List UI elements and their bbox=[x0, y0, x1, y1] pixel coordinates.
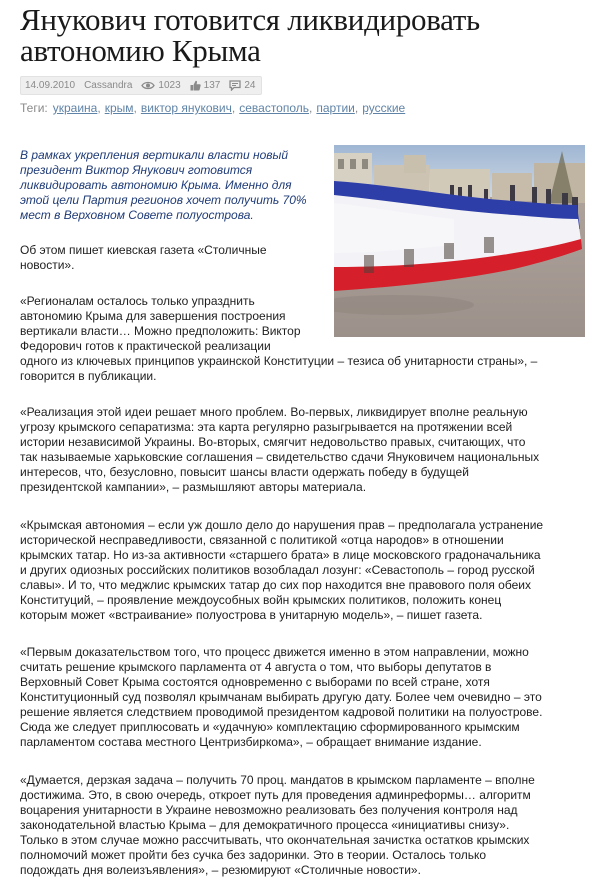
paragraph-line: истории независимой Украины. Во-вторых, смягчит недовольство правых, считающих, что bbox=[20, 435, 526, 449]
paragraph-line: которым может «встраивание» полуострова в унитарную модель», – пишет газета. bbox=[20, 608, 483, 622]
paragraph-line: говорится в публикации. bbox=[20, 369, 157, 383]
lead-line: ликвидировать автономию Крыма. Именно для bbox=[20, 178, 292, 192]
article-paragraph bbox=[20, 645, 542, 750]
paragraph-line: Федорович готов к практической реализации bbox=[20, 339, 271, 353]
paragraph-line: новости». bbox=[20, 258, 75, 272]
paragraph-line: Верховный Совет Крыма состоятся одновременно с выборами по всей стране, хотя bbox=[20, 675, 490, 689]
views-count: 1023 bbox=[158, 80, 181, 91]
tag-link[interactable]: крым bbox=[104, 101, 134, 115]
tag-link[interactable]: русские bbox=[362, 101, 406, 115]
article-lead bbox=[20, 148, 307, 223]
paragraph-line: так называемые харьковские соглашения – свидетельство сдачи Януковичем национальных bbox=[20, 450, 540, 464]
paragraph-line: Об этом пишет киевская газета «Столичные bbox=[20, 243, 267, 257]
likes-counter[interactable] bbox=[190, 80, 221, 91]
paragraph-line: интересов, что, безусловно, повысит шансы власти одержать победу в будущей bbox=[20, 465, 469, 479]
eye-icon bbox=[141, 81, 155, 90]
paragraph-line: угрозу крымского сепаратизма: эта карта регулярно разыгрывается на протяжении всей bbox=[20, 420, 513, 434]
lead-line: В рамках укрепления вертикали власти новый bbox=[20, 148, 289, 162]
paragraph-line: Только в этом случае можно рассчитывать, что окончательная зачистка остатков крымских bbox=[20, 833, 530, 847]
tags-label: Теги: bbox=[20, 101, 48, 115]
publish-date: 14.09.2010 bbox=[25, 80, 76, 91]
paragraph-line: Конституций, – проявление междоусобных войн крымских политиков, положить конец bbox=[20, 593, 502, 607]
tag-link[interactable]: украина bbox=[52, 101, 98, 115]
paragraph-line: воцарения унитарности в Украине невозможно реализовать без получения контроля над bbox=[20, 803, 518, 817]
lead-line: мест в Верховном Совете полуострова. bbox=[20, 208, 254, 222]
thumbs-up-icon bbox=[190, 80, 201, 91]
views-counter bbox=[141, 80, 180, 91]
paragraph-line: Сюда же следует приплюсовать и «удачную» комплектацию сформированного крымским bbox=[20, 720, 520, 734]
article-paragraph bbox=[20, 294, 537, 384]
lead-line: президент Виктор Янукович готовится bbox=[20, 163, 253, 177]
article-title-line-2: автономию Крыма bbox=[20, 33, 261, 68]
paragraph-line: одного из ключевых принципов украинской Конституции – тезиса об унитарности страны», – bbox=[20, 354, 538, 368]
tags-line: Теги: украина, крым, виктор янукович, севастополь, партии, русские bbox=[20, 101, 406, 115]
tag-link[interactable]: партии bbox=[316, 101, 355, 115]
paragraph-line: достижима. Это, в свою очередь, откроет путь для проведения админреформы… алгоритм bbox=[20, 788, 531, 802]
paragraph-line: и других одиозных российских политиков возобладал лозунг: «Севастополь – город русской bbox=[20, 563, 535, 577]
paragraph-line: «Первым доказательством того, что процесс движется именно в этом направлении, можно bbox=[20, 645, 529, 659]
likes-count: 137 bbox=[203, 80, 221, 91]
paragraph-line: «Крымская автономия – если уж дошло дело до нарушения прав – предполагала устранение bbox=[20, 518, 544, 532]
paragraph-line: славы». И то, что меджлис крымских татар до сих пор находится вне правового поля обеих bbox=[20, 578, 531, 592]
paragraph-line: вертикали власти… Можно предположить: Виктор bbox=[20, 324, 301, 338]
comments-counter[interactable] bbox=[229, 80, 255, 91]
article-paragraph bbox=[20, 243, 267, 273]
article-meta-bar bbox=[20, 76, 262, 95]
paragraph-line: полномочий может пройти без сучка без задоринки. Это в теории. Осталось только bbox=[20, 848, 487, 862]
paragraph-line: крымских татар. Но из-за активности «старшего брата» в лице московского градоначальника bbox=[20, 548, 541, 562]
tag-link[interactable]: севастополь bbox=[239, 101, 310, 115]
paragraph-line: считать решение крымского парламента от 4 августа о том, что выборы депутатов в bbox=[20, 660, 492, 674]
tag-link[interactable]: виктор янукович bbox=[140, 101, 232, 115]
article-title-line-1: Янукович готовится ликвидировать bbox=[20, 2, 480, 37]
paragraph-line: «Думается, дерзкая задача – получить 70 проц. мандатов в крымском парламенте – вполне bbox=[20, 773, 535, 787]
paragraph-line: законодательной властью Крыма – для демократичного процесса «инициативы снизу». bbox=[20, 818, 510, 832]
comments-count: 24 bbox=[244, 80, 256, 91]
lead-line: этой цели Партия регионов хочет получить 70% bbox=[20, 193, 307, 207]
paragraph-line: «Регионалам осталось только упразднить bbox=[20, 294, 255, 308]
article-paragraph bbox=[20, 518, 543, 623]
paragraph-line: автономию Крыма для завершения построения bbox=[20, 309, 286, 323]
paragraph-line: исторической несправедливости, связанной с политикой «отца народов» в отношении bbox=[20, 533, 504, 547]
paragraph-line: подождать дня волеизъявления», – резюмируют «Столичные новости». bbox=[20, 863, 421, 877]
paragraph-line: парламентом состава местного Центризбиркома», – обращает внимание издание. bbox=[20, 735, 482, 749]
paragraph-line: президентской кампании», – размышляют авторы материала. bbox=[20, 480, 367, 494]
article-paragraph bbox=[20, 773, 535, 878]
paragraph-line: «Реализация этой идеи решает много проблем. Во-первых, ликвидирует вполне реальную bbox=[20, 405, 528, 419]
comment-icon bbox=[229, 80, 241, 91]
article-paragraph bbox=[20, 405, 539, 495]
paragraph-line: Конституционный суд позволял крымчанам выбирать другую дату. Более чем очевидно – это bbox=[20, 690, 542, 704]
paragraph-line: решение является следствием проводимой президентом кадровой политики на полуострове. bbox=[20, 705, 543, 719]
author-link[interactable]: Cassandra bbox=[84, 80, 133, 91]
article-title bbox=[20, 4, 595, 66]
